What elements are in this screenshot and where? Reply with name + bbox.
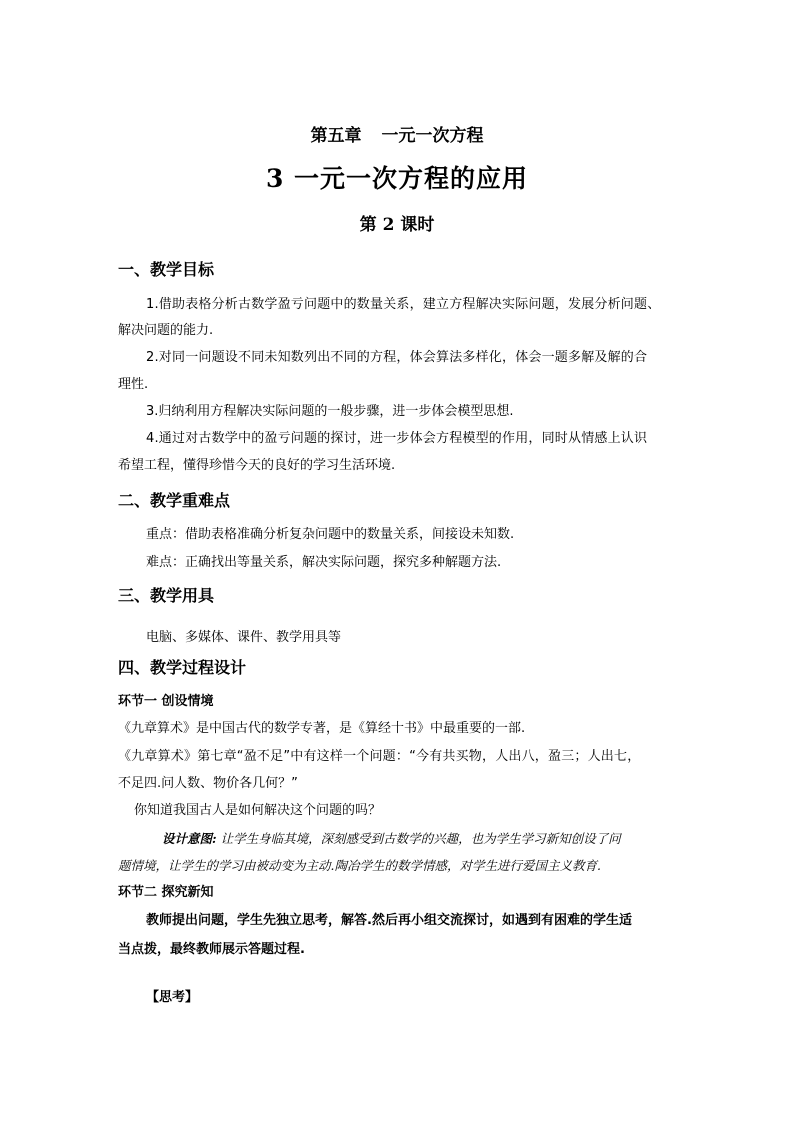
think-label: 【思考】 <box>146 990 199 1005</box>
stage-1-line-1: 《九章算术》是中国古代的数学专著，是《算经十书》中最重要的一部. <box>118 721 526 736</box>
objective-3: 3.归纳利用方程解决实际问题的一般步骤，进一步体会模型思想. <box>146 404 514 419</box>
section-heading-objectives: 一、教学目标 <box>118 260 215 279</box>
section-heading-tools: 三、教学用具 <box>118 586 215 605</box>
lesson-title: 第 2 课时 <box>359 215 435 235</box>
stage-1-line-3: 不足四.问人数、物价各几何？” <box>118 776 298 791</box>
objective-2-line-1: 2.对同一问题设不同未知数列出不同的方程，体会算法多样化，体会一题多解及解的合 <box>146 350 648 365</box>
chapter-label: 第五章 <box>310 126 362 146</box>
design-intent-line-2: 题情境，让学生的学习由被动变为主动.陶冶学生的数学情感，对学生进行爱国主义教育. <box>118 858 601 873</box>
stage-2-line-1: 教师提出问题，学生先独立思考，解答.然后再小组交流探讨，如遇到有困难的学生适 <box>146 913 632 928</box>
chapter-title: 一元一次方程 <box>381 126 484 146</box>
objective-4-line-2: 希望工程，懂得珍惜今天的良好的学习生活环境. <box>118 458 396 473</box>
difficulty-point: 难点：正确找出等量关系，解决实际问题，探究多种解题方法. <box>146 555 502 570</box>
chapter-heading <box>0 124 794 148</box>
tools-text: 电脑、多媒体、课件、教学用具等 <box>146 630 342 645</box>
objective-2-line-2: 理性. <box>118 377 149 392</box>
section-heading-process: 四、教学过程设计 <box>118 658 247 677</box>
stage-1-title: 环节一 创设情境 <box>118 694 214 709</box>
stage-2-line-2: 当点拨，最终教师展示答题过程. <box>118 942 305 957</box>
key-point: 重点：借助表格准确分析复杂问题中的数量关系，间接设未知数. <box>146 527 515 542</box>
design-intent-label: 设计意图: <box>162 831 217 846</box>
design-intent-line-1 <box>162 829 621 847</box>
objective-1-line-1: 1.借助表格分析古数学盈亏问题中的数量关系，建立方程解决实际问题，发展分析问题、 <box>146 297 661 312</box>
section-heading-key-points: 二、教学重难点 <box>118 491 231 510</box>
section-title: 3 一元一次方程的应用 <box>265 164 529 193</box>
stage-1-line-4: 你知道我国古人是如何解决这个问题的吗？ <box>134 803 382 818</box>
stage-1-line-2: 《九章算术》第七章“盈不足”中有这样一个问题：“今有共买物，人出八，盈三；人出七， <box>118 749 641 764</box>
objective-1-line-2: 解决问题的能力. <box>118 323 214 338</box>
stage-2-title: 环节二 探究新知 <box>118 885 214 900</box>
objective-4-line-1: 4.通过对古数学中的盈亏问题的探讨，进一步体会方程模型的作用，同时从情感上认识 <box>146 431 648 446</box>
design-intent-text-1: 让学生身临其境，深刻感受到古数学的兴趣，也为学生学习新知创设了问 <box>216 831 621 846</box>
